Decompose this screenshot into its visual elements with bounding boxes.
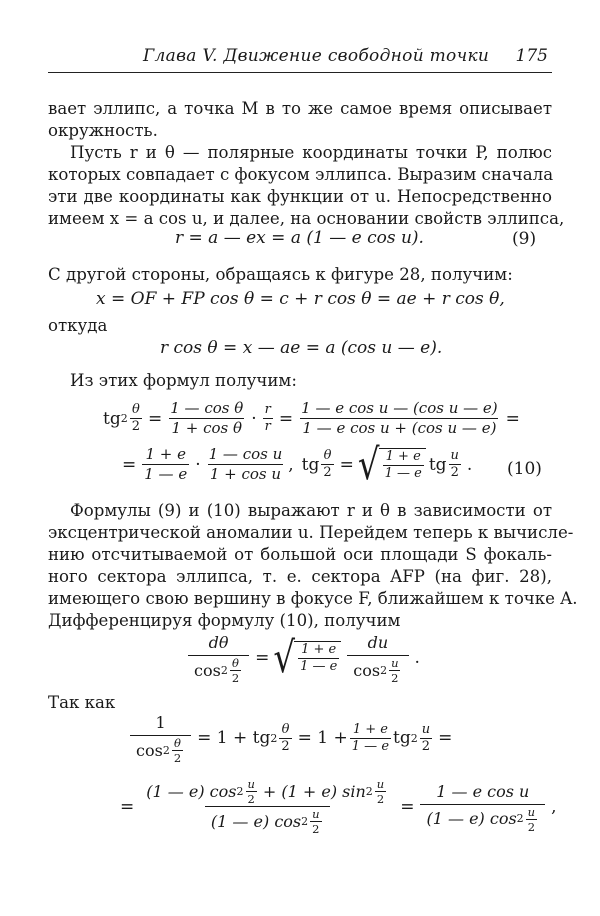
fraction-e [350,723,391,754]
text-line: эксцентрической аномалии u. Перейдем теперь к вычисле- [48,523,574,542]
denominator: 1 — e cos u + (cos u — e) [302,419,497,437]
denominator: 2 [450,465,459,480]
numerator: θ [281,721,290,737]
denominator [130,735,191,764]
text-line: вает эллипс, а точка M в то же самое время описывает [48,99,552,118]
numerator: 1 + e [145,445,186,463]
exponent: 2 [162,743,170,757]
text-line: которых совпадает с фокусом эллипса. Выразим сначала [48,165,554,184]
denominator [205,806,330,835]
denominator: r [264,419,271,434]
equation-number: (10) [507,459,542,479]
numerator: 1 + e [385,448,421,464]
denominator: 2 [247,792,255,806]
expression-part: = 1 + [297,728,348,748]
denominator: 2 [527,819,536,834]
equation-10-line-1: tg 2 $\frac{\theta}{2}$ = $\frac{\text{1 — cos θ}}{\text{1 + cos θ}}$ · $\frac{r}{r}$ = $\frac{\text{1 — e cos u — (cos u — e)}}{\text{1 — e cos u + (cos u — e)}}$ = [103,399,520,437]
paragraph-7 [48,692,552,714]
text-line: откуда [48,316,108,335]
denominator: 1 — e [351,738,390,754]
numerator: u [391,656,399,670]
equation-body: r = a — ex = a (1 — e cos u). [175,228,424,248]
text-line: имеющего свою вершину в фокусе F, ближайшем к точке A. [48,589,578,608]
numerator: u [312,807,320,821]
fraction-2 [207,446,285,483]
text-line: Дифференцируя формулу (10), получим [48,611,401,630]
equation-10-line-2: = $\frac{1 + e}{1 — e}$ · $\frac{\text{1 — cos u}}{\text{1 + cos u}}$ , tg $\frac{\theta}{2}$ = √ $\frac{1 + e}{1 — e}$ tg $\frac{u}{2}$ . [122,439,473,490]
numerator: u [421,721,431,737]
paragraph-1 [48,98,552,142]
fraction-theta-half [172,737,183,764]
numerator: du [367,633,389,652]
numerator: 1 [155,713,166,732]
denominator: 2 [421,738,431,754]
fraction-u-half [310,808,321,835]
equation-rcos [160,338,442,358]
equation-9 [175,228,424,248]
numerator: 1 — cos θ [170,399,244,417]
running-header [48,46,552,74]
denominator: 2 [391,671,399,685]
equation-body: x = OF + FP cos θ = c + r cos θ = ae + r cos θ, [96,289,505,309]
numerator: 1 + e [301,642,337,657]
denominator: 1 + cos u [209,465,282,483]
expression-part: (1 — e) cos [146,781,237,801]
text-line: С другой стороны, обращаясь к фигуре 28, получим: [48,265,513,284]
fraction-r-over-r [263,403,273,434]
denominator: 1 + cos θ [171,419,243,437]
numerator: u [376,777,385,791]
expression-part: = 1 + tg [197,728,271,748]
paragraph-6 [48,500,578,632]
fraction-dtheta [188,632,249,684]
tg-symbol: tg [103,408,121,429]
exponent: 2 [301,814,309,828]
denominator: 2 [173,751,182,765]
equation-body: r cos θ = x — ae = a (cos u — e). [160,338,443,358]
text-line: нию отсчитываемой от большой оси площади S фокаль- [48,545,552,564]
fraction-theta-half [321,449,333,480]
numerator: r [264,402,271,417]
numerator: 1 — e cos u — (cos u — e) [301,399,498,417]
exponent: 2 [516,812,524,825]
denominator: 2 [376,792,385,806]
fraction-u-half [375,778,386,805]
numerator: 1 — e cos u [436,781,530,801]
exponent: 2 [120,412,128,425]
equation-x [96,289,505,309]
denominator: 2 [281,738,290,754]
cos-symbol: cos [136,740,163,760]
fraction-u-half [245,778,256,805]
numerator: u [247,777,255,791]
text-line: окружность. [48,121,158,140]
chapter-title: Глава V. Движение свободной точки [143,46,490,66]
text-line: имеем x = a cos u, и далее, на основании свойств эллипса, [48,209,565,228]
equation-differential: dθ cos 2 $\frac{\theta}{2}$ = √ $\frac{1 + e}{1 — e}$ du cos 2 $\frac{u}{2}$ . [186,632,420,684]
paragraph-5 [48,370,552,392]
fraction-under-root [298,643,339,674]
fraction-result [420,781,545,833]
fraction-under-root [383,450,424,481]
exponent: 2 [380,663,388,677]
exponent: 2 [270,731,278,745]
denominator: 1 — e [300,659,338,674]
fraction-1 [142,446,189,483]
page-number: 175 [515,46,548,66]
header-rule [48,72,552,73]
expression-part: (1 — e) cos [210,811,302,831]
denominator: 1 — e [144,465,188,483]
numerator: u [527,804,536,819]
numerator: θ [174,736,181,750]
tg-symbol: tg [393,728,411,748]
text-line: Формулы (9) и (10) выражают r и θ в зависимости от [70,501,552,520]
fraction-u-half [526,806,537,833]
numerator: u [450,448,459,463]
fraction-1 [168,400,245,437]
fraction-expanded [140,778,394,835]
fraction-theta-half [279,723,291,754]
fraction-theta-half [230,657,241,684]
tg-symbol: tg [428,454,447,475]
text-line: Из этих формул получим: [70,371,297,390]
fraction-u-half [420,723,432,754]
paragraph-3 [48,264,552,286]
fraction-du [347,632,408,684]
numerator: θ [232,656,239,670]
fraction-one-over-cos [130,712,191,764]
denominator: 2 [231,671,240,685]
denominator [420,804,545,833]
text-line: эти две координаты как функции от u. Непосредственно [48,187,552,206]
denominator: 1 — e [384,465,422,481]
fraction-theta-half [130,403,142,434]
text-line: ного сектора эллипса, т. е. сектора AFP (на фиг. 28), [48,567,552,586]
numerator: dθ [208,633,229,652]
equation-inverse-cos: 1 cos 2 $\frac{\theta}{2}$ = 1 + tg 2 $\frac{\theta}{2}$ = 1 + $\frac{1 + e}{1 — e}$ tg 2 $\frac{u}{2}$ = [128,712,456,764]
exponent: 2 [410,731,418,745]
exponent: 2 [365,784,373,798]
expression-part: + (1 + e) sin [262,781,366,801]
denominator [347,655,408,684]
denominator: 2 [131,419,140,434]
denominator: 2 [312,822,320,836]
square-root: √ $\frac{1 + e}{1 — e}$ [358,448,426,482]
numerator: θ [131,402,140,417]
numerator [140,778,394,806]
denominator: 2 [323,465,332,480]
numerator: 1 + e [352,721,388,737]
text-line: Пусть r и θ — полярные координаты точки P, полюс [70,143,552,162]
paragraph-2 [48,142,565,230]
denominator [188,655,249,684]
exponent: 2 [236,784,244,798]
expression-part: (1 — e) cos [426,809,517,828]
tg-symbol: tg [301,454,320,475]
fraction-u-half [449,449,461,480]
cos-symbol: cos [353,660,381,680]
equation-expanded: = (1 — e) cos 2 $\frac{u}{2}$ + (1 + e) sin 2 $\frac{u}{2}$ (1 — e) cos 2 $\frac{u}{2}$ = 1 — e cos u (1 — e) cos 2 $\frac{u}{2}$ , [120,777,557,836]
fraction-u-half [389,657,400,684]
square-root: √ $\frac{1 + e}{1 — e}$ [273,641,341,675]
exponent: 2 [220,663,228,677]
cos-symbol: cos [194,660,221,680]
text-line: Так как [48,693,116,712]
numerator: θ [323,448,332,463]
fraction-3 [299,400,500,437]
equation-number: (9) [512,229,537,249]
numerator: 1 — cos u [208,445,283,463]
paragraph-4 [48,315,552,337]
